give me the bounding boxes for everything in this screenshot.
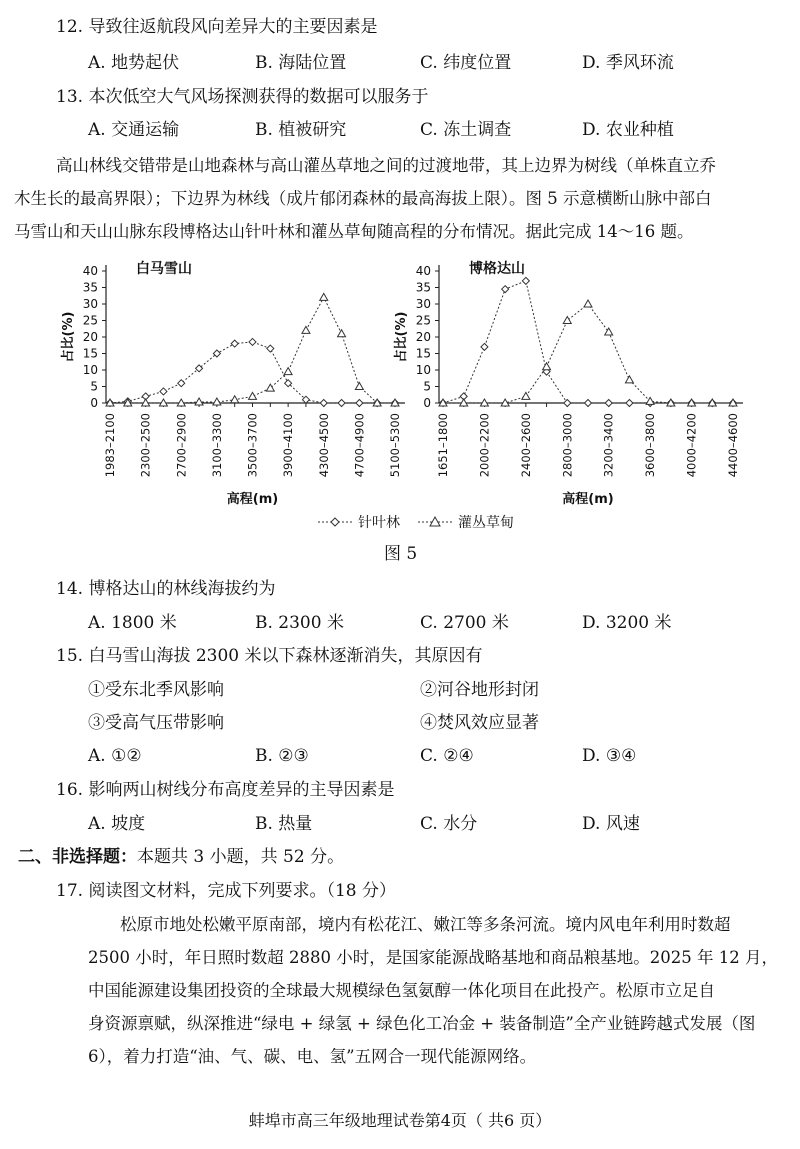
data-point xyxy=(338,400,345,407)
series-line xyxy=(110,297,395,403)
x-tick-label: 4400–4600 xyxy=(726,413,740,478)
section-2-desc: 本题共 3 小题，共 52 分。 xyxy=(137,847,345,867)
q15-option-b[interactable]: B. ②③ xyxy=(255,746,309,766)
q17-material-line-2: 2500 小时，年日照时数超 2880 小时，是国家能源战略基地和商品粮基地。2025 年 12 月， xyxy=(88,948,778,967)
data-point xyxy=(584,300,592,307)
data-point xyxy=(585,400,592,407)
data-point xyxy=(231,396,239,403)
y-tick-label: 15 xyxy=(415,346,431,361)
q15-stem: 15. 白马雪山海拔 2300 米以下森林逐渐消失，其原因有 xyxy=(56,646,483,666)
y-axis-label: 占比(%) xyxy=(394,311,409,363)
data-point xyxy=(284,368,292,375)
data-point xyxy=(195,398,203,405)
y-tick-label: 20 xyxy=(82,330,98,344)
x-tick-label: 2700–2900 xyxy=(174,413,189,478)
x-tick-label: 3600–3800 xyxy=(643,413,658,478)
data-point xyxy=(249,338,256,345)
q16-stem: 16. 影响两山树线分布高度差异的主导因素是 xyxy=(56,780,395,800)
x-axis-label: 高程(m) xyxy=(562,492,614,507)
x-tick-label: 1983–2100 xyxy=(103,413,117,478)
q14-stem: 14. 博格达山的林线海拔约为 xyxy=(56,579,276,599)
y-tick-label: 35 xyxy=(82,280,98,295)
y-tick-label: 0 xyxy=(90,396,98,410)
data-point xyxy=(625,376,633,383)
data-point xyxy=(502,286,509,293)
chart-baima-snow-mountain xyxy=(60,260,405,507)
section-2-heading xyxy=(18,846,344,868)
data-point xyxy=(302,326,310,333)
q13-option-d[interactable]: D. 农业种植 xyxy=(582,120,674,140)
x-axis-label: 高程(m) xyxy=(226,492,279,507)
data-point xyxy=(626,400,633,407)
q16-option-c[interactable]: C. 水分 xyxy=(420,814,478,834)
diamond-marker-icon xyxy=(331,518,339,526)
y-tick-label: 5 xyxy=(423,379,431,394)
q16-option-b[interactable]: B. 热量 xyxy=(255,814,313,834)
q15-choice-2: ②河谷地形封闭 xyxy=(420,680,539,700)
q17-material-line-4: 身资源禀赋，纵深推进“绿电 + 绿氢 + 绿色化工冶金 + 装备制造”全产业链跨越式发展（图 xyxy=(88,1014,756,1033)
data-point xyxy=(267,345,274,352)
x-tick-label: 2300–2500 xyxy=(138,413,153,478)
y-tick-label: 15 xyxy=(82,346,98,361)
page-footer: 蚌埠市高三年级地理试卷第4页（ 共6 页） xyxy=(248,1111,552,1130)
q15-option-c[interactable]: C. ②④ xyxy=(420,746,474,766)
q14-option-d[interactable]: D. 3200 米 xyxy=(582,613,672,633)
q17-material-line-3: 中国能源建设集团投资的全球最大规模绿色氢氨醇一体化项目在此投产。松原市立足自 xyxy=(88,981,715,1000)
q12-stem: 12. 导致往返航段风向差异大的主要因素是 xyxy=(56,17,378,37)
chart-title: 白马雪山 xyxy=(136,261,192,277)
data-point xyxy=(564,400,571,407)
y-tick-label: 10 xyxy=(82,363,98,377)
y-tick-label: 20 xyxy=(415,330,431,344)
q15-option-a[interactable]: A. ①② xyxy=(88,746,142,766)
q14-option-b[interactable]: B. 2300 米 xyxy=(255,613,344,633)
q15-choice-1: ①受东北季风影响 xyxy=(88,680,224,700)
data-point xyxy=(231,340,238,347)
data-point xyxy=(355,383,363,390)
figure-5 xyxy=(0,255,800,555)
chart-title: 博格达山 xyxy=(469,261,525,277)
q15-choice-4: ④焚风效应显著 xyxy=(420,713,539,733)
x-tick-label: 4000–4200 xyxy=(684,413,699,478)
y-tick-label: 25 xyxy=(82,313,98,328)
chart-bogda-mountain xyxy=(393,260,743,507)
legend xyxy=(318,514,514,531)
y-tick-label: 5 xyxy=(90,379,98,394)
data-point xyxy=(522,392,530,399)
q17-material-line-1: 松原市地处松嫩平原南部，境内有松花江、嫩江等多条河流。境内风电年利用时数超 xyxy=(120,915,731,934)
data-point xyxy=(481,343,488,350)
q14-option-c[interactable]: C. 2700 米 xyxy=(420,613,509,633)
data-point xyxy=(160,388,167,395)
q17-material-line-5: 6），着力打造“油、气、碳、电、氢”五网合一现代能源网络。 xyxy=(88,1047,537,1066)
q12-option-b[interactable]: B. 海陆位置 xyxy=(255,53,347,73)
data-point xyxy=(563,317,571,324)
data-point xyxy=(249,392,257,399)
y-axis-label: 占比(%) xyxy=(61,311,76,363)
legend-series1-label: 针叶林 xyxy=(358,515,400,531)
data-point xyxy=(338,330,346,337)
q17-stem: 17. 阅读图文材料，完成下列要求。（18 分） xyxy=(56,881,396,901)
data-point xyxy=(320,293,328,300)
y-tick-label: 25 xyxy=(415,313,431,328)
x-tick-label: 1651–1800 xyxy=(436,413,450,478)
q12-option-c[interactable]: C. 纬度位置 xyxy=(420,53,512,73)
y-tick-label: 10 xyxy=(415,363,431,377)
x-tick-label: 3500–3700 xyxy=(245,413,260,478)
q13-stem: 13. 本次低空大气风场探测获得的数据可以服务于 xyxy=(56,87,429,107)
legend-series2-label: 灌丛草甸 xyxy=(458,515,514,531)
data-point xyxy=(522,277,529,284)
x-tick-label: 4300–4500 xyxy=(316,413,331,478)
intro-line-1: 高山林线交错带是山地森林与高山灌丛草地之间的过渡地带，其上边界为树线（单株直立乔 xyxy=(56,156,716,175)
q12-option-d[interactable]: D. 季风环流 xyxy=(582,53,674,73)
q16-option-d[interactable]: D. 风速 xyxy=(582,814,640,834)
q14-option-a[interactable]: A. 1800 米 xyxy=(88,613,177,633)
x-tick-label: 3900–4100 xyxy=(281,413,296,478)
intro-line-2: 木生长的最高界限）；下边界为林线（成片郁闭森林的最高海拔上限）。图 5 示意横断山脉中部白 xyxy=(14,189,712,208)
x-tick-label: 2800–3000 xyxy=(560,413,575,478)
y-tick-label: 30 xyxy=(82,297,98,311)
q15-choice-3: ③受高气压带影响 xyxy=(88,713,224,733)
q16-option-a[interactable]: A. 坡度 xyxy=(88,814,146,834)
data-point xyxy=(605,400,612,407)
q13-option-c[interactable]: C. 冻土调查 xyxy=(420,120,512,140)
section-2-title: 二、非选择题： xyxy=(18,847,137,867)
q12-option-a[interactable]: A. 地势起伏 xyxy=(88,53,180,73)
q13-option-b[interactable]: B. 植被研究 xyxy=(255,120,347,140)
intro-line-3: 马雪山和天山山脉东段博格达山针叶林和灌丛草甸随高程的分布情况。据此完成 14～16 题。 xyxy=(14,222,694,241)
y-tick-label: 40 xyxy=(82,264,98,278)
data-point xyxy=(356,400,363,407)
x-tick-label: 3200–3400 xyxy=(601,413,616,478)
x-tick-label: 2400–2600 xyxy=(518,413,533,478)
q13-option-a[interactable]: A. 交通运输 xyxy=(88,120,180,140)
y-tick-label: 35 xyxy=(415,280,431,295)
data-point xyxy=(266,384,274,391)
series-line xyxy=(443,304,733,403)
x-tick-label: 4700–4900 xyxy=(352,413,367,478)
q15-option-d[interactable]: D. ③④ xyxy=(582,746,637,766)
figure-caption: 图 5 xyxy=(384,544,418,564)
y-tick-label: 0 xyxy=(423,396,431,410)
x-tick-label: 5100–5300 xyxy=(388,413,402,478)
x-tick-label: 2000–2200 xyxy=(477,413,492,478)
data-point xyxy=(543,363,551,370)
data-point xyxy=(320,400,327,407)
y-tick-label: 40 xyxy=(415,264,431,278)
x-tick-label: 3100–3300 xyxy=(209,413,224,478)
y-tick-label: 30 xyxy=(415,297,431,311)
